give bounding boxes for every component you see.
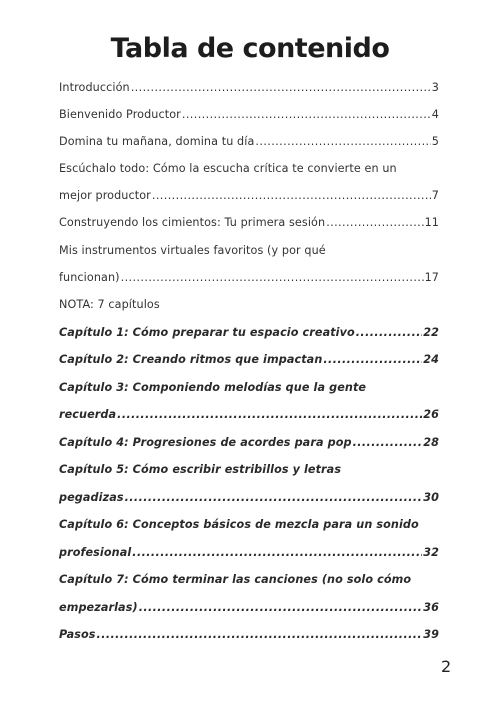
toc-entry-title: Capítulo 1: Cómo preparar tu espacio creativo [59, 326, 355, 339]
toc-entry-title: Construyendo los cimientos: Tu primera sesión [59, 216, 326, 229]
toc-entry[interactable] [59, 408, 439, 428]
toc-entry-title: Domina tu mañana, domina tu día [59, 135, 255, 148]
toc-entry-title: Bienvenido Productor [59, 108, 181, 121]
toc-entry-page: 24 [423, 353, 439, 366]
toc-entry-page: 17 [424, 271, 439, 284]
toc-entry-title: Capítulo 7: Cómo terminar las canciones (no solo cómo [59, 573, 412, 586]
toc-entry-title: Capítulo 5: Cómo escribir estribillos y letras [59, 463, 342, 476]
toc-entry[interactable] [59, 601, 439, 621]
toc-entry[interactable] [59, 573, 439, 593]
toc-entry[interactable] [59, 271, 439, 291]
toc-note [59, 298, 439, 318]
toc-entry-title: Capítulo 2: Creando ritmos que impactan [59, 353, 323, 366]
dot-leader [152, 189, 431, 202]
toc-entry[interactable] [59, 353, 439, 373]
toc-entry-page: 36 [423, 601, 439, 614]
toc-entry[interactable] [59, 135, 439, 155]
toc-entry[interactable] [59, 81, 439, 101]
dot-leader [121, 271, 424, 284]
toc-entry-title: funcionan) [59, 271, 120, 284]
toc-entry-title: Escúchalo todo: Cómo la escucha crítica te convierte en un [59, 162, 397, 175]
toc-entry-title: Capítulo 6: Conceptos básicos de mezcla para un sonido [59, 518, 419, 531]
toc-entry-page: 22 [423, 326, 439, 339]
dot-leader [139, 601, 423, 614]
toc-entry-page: 28 [423, 436, 439, 449]
toc-entry[interactable] [59, 628, 439, 648]
dot-leader [97, 628, 423, 641]
toc-entry[interactable] [59, 216, 439, 236]
toc-entry-page: 26 [423, 408, 439, 421]
toc-entry[interactable] [59, 518, 439, 538]
dot-leader [125, 491, 423, 504]
toc-entry[interactable] [59, 244, 439, 264]
toc-entry-page: 30 [423, 491, 439, 504]
toc-entry-title: recuerda [59, 408, 117, 421]
dot-leader [117, 408, 422, 421]
toc-entry[interactable] [59, 546, 439, 566]
dot-leader [182, 108, 431, 121]
toc-entry-page: 5 [431, 135, 439, 148]
toc-entry[interactable] [59, 189, 439, 209]
dot-leader [353, 436, 423, 449]
dot-leader [255, 135, 430, 148]
toc-entry[interactable] [59, 381, 439, 401]
page-number: 2 [441, 657, 452, 676]
dot-leader [132, 546, 422, 559]
toc-entry-page: 7 [431, 189, 439, 202]
toc-entry-title: profesional [59, 546, 132, 559]
toc-entry-title: Introducción [59, 81, 130, 94]
toc-entry-page: 39 [423, 628, 439, 641]
page-title: Tabla de contenido [110, 33, 390, 64]
dot-leader [326, 216, 423, 229]
toc-entry-page: 4 [431, 108, 439, 121]
toc-entry-title: Capítulo 3: Componiendo melodías que la gente [59, 381, 367, 394]
toc-entry[interactable] [59, 436, 439, 456]
toc-entry[interactable] [59, 463, 439, 483]
dot-leader [131, 81, 431, 94]
toc-note-text: NOTA: 7 capítulos [59, 298, 160, 311]
toc-entry-title: Capítulo 4: Progresiones de acordes para pop [59, 436, 352, 449]
toc-entry[interactable] [59, 491, 439, 511]
toc-entry-title: Mis instrumentos virtuales favoritos (y por qué [59, 244, 326, 257]
toc-entry[interactable] [59, 162, 439, 182]
toc-entry[interactable] [59, 108, 439, 128]
toc-entry-title: empezarlas) [59, 601, 138, 614]
toc-entry[interactable] [59, 326, 439, 346]
dot-leader [323, 353, 422, 366]
toc-entry-title: Pasos [59, 628, 96, 641]
toc-entry-page: 3 [431, 81, 439, 94]
toc-entry-page: 32 [423, 546, 439, 559]
toc-entry-page: 11 [424, 216, 439, 229]
toc-entry-title: pegadizas [59, 491, 124, 504]
toc-entry-title: mejor productor [59, 189, 151, 202]
dot-leader [356, 326, 422, 339]
